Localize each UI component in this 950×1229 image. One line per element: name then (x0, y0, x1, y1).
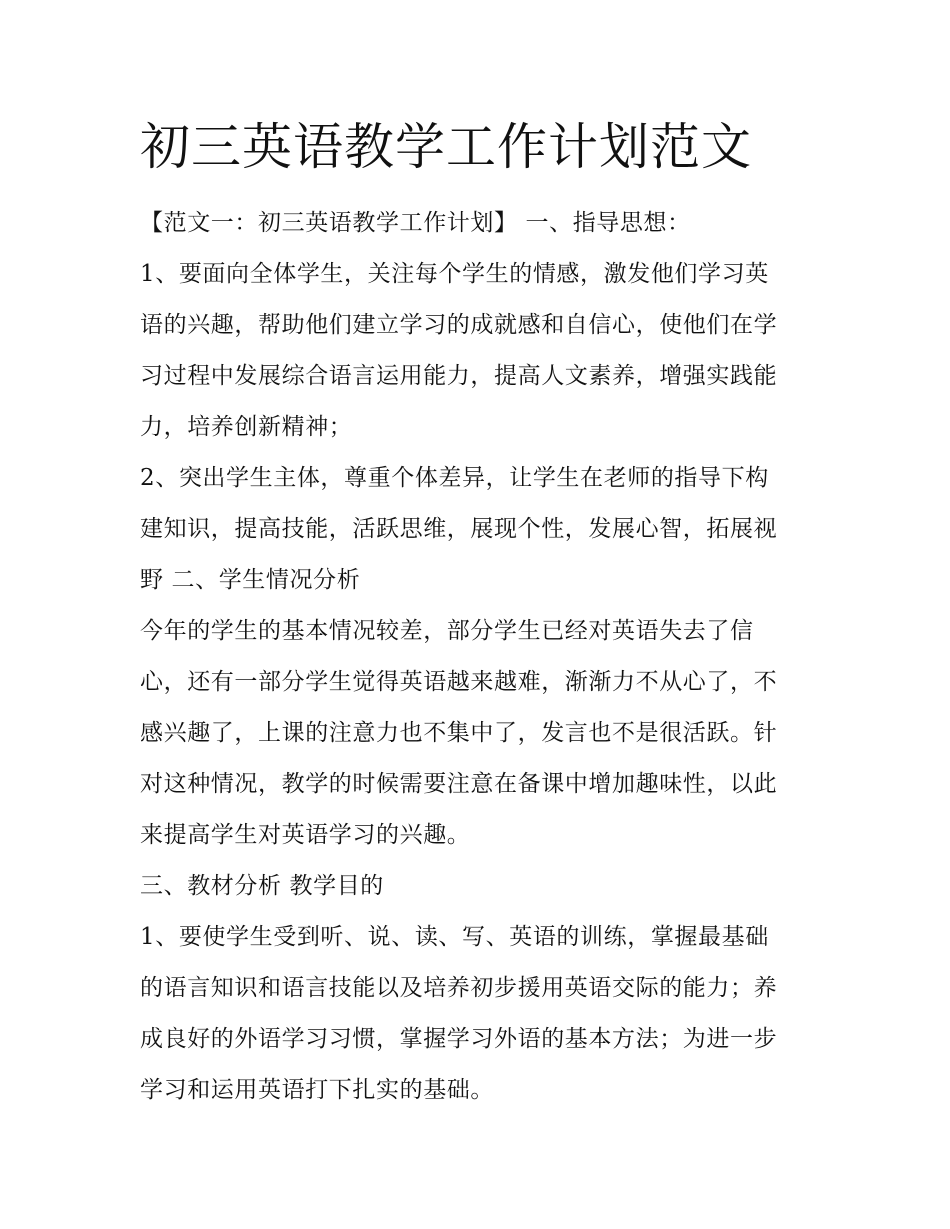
text-line: 三、教材分析 教学目的 (140, 873, 384, 899)
text-line: 学习和运用英语打下扎实的基础。 (140, 1077, 494, 1103)
text-line: 的语言知识和语言技能以及培养初步援用英语交际的能力；养 (140, 975, 778, 1001)
text-line: 2、突出学生主体，尊重个体差异，让学生在老师的指导下构 (140, 465, 769, 491)
text-line: 1、要使学生受到听、说、读、写、英语的训练，掌握最基础 (140, 924, 769, 950)
text-line: 建知识，提高技能，活跃思维，展现个性，发展心智，拓展视 (140, 516, 778, 542)
text-line: 【范文一：初三英语教学工作计划】 一、指导思想： (140, 210, 691, 236)
text-line: 心，还有一部分学生觉得英语越来越难，渐渐力不从心了，不 (140, 669, 778, 695)
text-line: 力，培养创新精神； (140, 414, 353, 440)
text-line: 语的兴趣，帮助他们建立学习的成就感和自信心，使他们在学 (140, 312, 778, 338)
document-body (140, 198, 820, 1116)
text-line: 今年的学生的基本情况较差，部分学生已经对英语失去了信 (140, 618, 754, 644)
text-line: 习过程中发展综合语言运用能力，提高人文素养，增强实践能 (140, 363, 778, 389)
text-line: 成良好的外语学习习惯，掌握学习外语的基本方法；为进一步 (140, 1026, 778, 1052)
text-line: 来提高学生对英语学习的兴趣。 (140, 822, 471, 848)
text-line: 感兴趣了，上课的注意力也不集中了，发言也不是很活跃。针 (140, 720, 778, 746)
text-line: 1、要面向全体学生，关注每个学生的情感，激发他们学习英 (140, 261, 769, 287)
document-title: 初三英语教学工作计划范文 (140, 118, 752, 176)
text-line: 野 二、学生情况分析 (140, 567, 361, 593)
text-line: 对这种情况，教学的时候需要注意在备课中增加趣味性，以此 (140, 771, 778, 797)
